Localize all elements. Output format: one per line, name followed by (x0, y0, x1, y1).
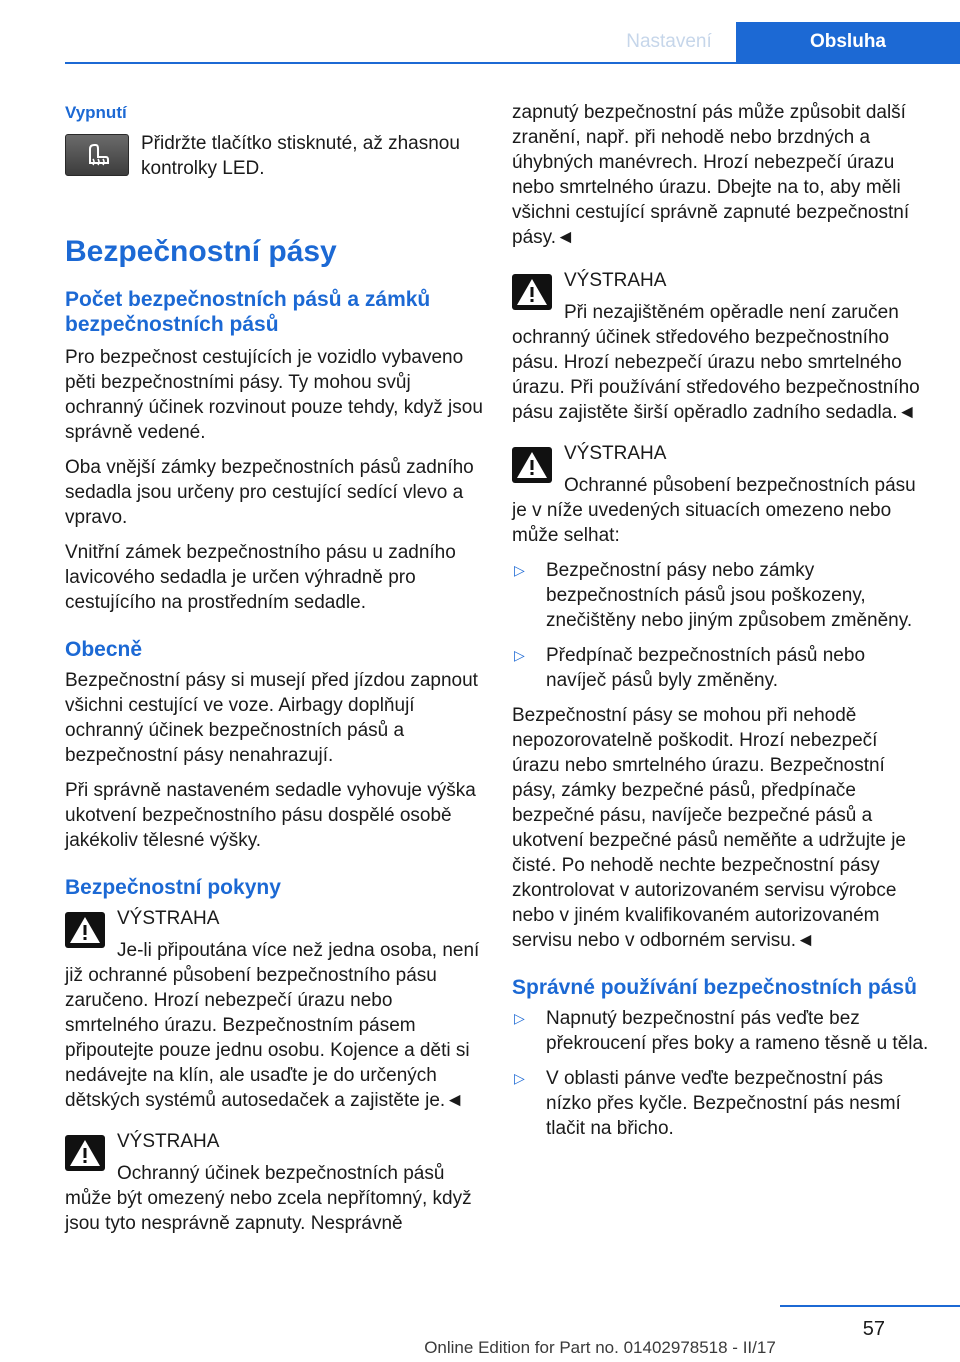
vypnuti-label: Vypnutí (65, 103, 127, 122)
warning-title: VÝSTRAHA (564, 270, 667, 291)
left-column (65, 100, 483, 1246)
seat-heating-button-icon (65, 134, 129, 176)
warning-block (512, 268, 930, 425)
paragraph: Pro bezpečnost cestujících je vozidlo vybaveno pěti bezpečnostními pásy. Ty mohou svůj ochranný účinek rozvinout pouze tehdy, když jsou správně vedené. (65, 347, 483, 443)
header-nav (602, 22, 960, 62)
warning-triangle-icon (65, 1135, 105, 1171)
warning-body: Při nezajištěném opěradle není zaručen ochranný účinek středového bezpečnostního pásu. Hrozí nebezpečí úrazu nebo smrtelného úrazu. Při používání středového bezpečnostního pásu zajistěte širší opěradlo zadního sedadla.◄ (512, 302, 920, 423)
warning-title: VÝSTRAHA (117, 908, 220, 929)
footer-rule (780, 1305, 960, 1307)
heading-spravne: Správné používání bezpečnostních pásů (512, 976, 917, 999)
warning-triangle-icon (65, 912, 105, 948)
right-column (512, 100, 930, 1151)
paragraph: zapnutý bezpečnostní pás může způsobit další zranění, např. při nehodě nebo brzdných a úhybných manévrech. Hrozí nebezpečí úrazu nebo smrtelného úrazu. Dbejte na to, aby měli všichni cestující správně zapnuté bezpečnostní pásy.◄ (512, 102, 910, 248)
list-item (512, 1066, 930, 1141)
list-item (512, 643, 930, 693)
paragraph: Bezpečnostní pásy se mohou při nehodě nepozorovatelně poškodit. Hrozí nebezpečí úrazu nebo smrtelného úrazu. Bezpečnostní pásy, zámky bezpečné pásů, předpínače bezpečné pásu, navíječe bezpečné pásů a ukotvení bezpečné pásů neměňte a udržujte je čisté. Po nehodě nechte bezpečnostní pásy zkontrolovat v autorizovaném servisu výrobce nebo v jiném kvalifikovaném autorizovaném servisu nebo v odborném servisu.◄ (512, 705, 906, 951)
warning-title: VÝSTRAHA (564, 443, 667, 464)
warning-block (512, 441, 930, 548)
subsection-title: Počet bezpečnostních pásů a zámků bezpečnostních pásů (65, 288, 431, 336)
page-number: 57 (862, 1318, 885, 1340)
header-rule (65, 62, 960, 64)
list-item-text: Bezpečnostní pásy nebo zámky bezpečnostních pásů jsou poškozeny, znečištěny nebo jiným způsobem změněny. (546, 560, 913, 631)
heading-pokyny: Bezpečnostní pokyny (65, 876, 281, 899)
warning-body: Ochranný účinek bezpečnostních pásů může být omezený nebo zcela nepřítomný, když jsou tyto nesprávně zapnuty. Nesprávně (65, 1163, 472, 1234)
list-item-text: Napnutý bezpečnostní pás veďte bez překroucení přes boky a rameno těsně u těla. (546, 1008, 929, 1054)
paragraph: Při správně nastaveném sedadle vyhovuje výška ukotvení bezpečnostního pásu dospělé osobě jakékoliv tělesné výšky. (65, 780, 476, 851)
warning-triangle-icon (512, 447, 552, 483)
list-item-text: V oblasti pánve veďte bezpečnostní pás nízko přes kyčle. Bezpečnostní pás nesmí tlačit na břicho. (546, 1068, 901, 1139)
paragraph: Oba vnější zámky bezpečnostních pásů zadního sedadla jsou určeny pro cestující sedící vlevo a vpravo. (65, 457, 474, 528)
paragraph: Vnitřní zámek bezpečnostního pásu u zadního lavicového sedadla je určen výhradně pro cestujícího na prostředním sedadle. (65, 542, 456, 613)
vypnuti-row (65, 131, 483, 181)
bullet-triangle-icon: ▷ (514, 1070, 525, 1086)
bullet-list (512, 558, 930, 693)
bullet-triangle-icon: ▷ (514, 647, 525, 663)
tab-nastaveni[interactable]: Nastavení (626, 31, 712, 52)
heading-obecne: Obecně (65, 638, 143, 661)
edition-text: Online Edition for Part no. 01402978518 - II/17 (424, 1338, 776, 1357)
bullet-triangle-icon: ▷ (514, 1010, 525, 1026)
section-title: Bezpečnostní pásy (65, 235, 337, 268)
warning-title: VÝSTRAHA (117, 1131, 220, 1152)
bullet-list (512, 1006, 930, 1141)
list-item-text: Předpínač bezpečnostních pásů nebo navíječ pásů byly změněny. (546, 645, 866, 691)
tab-obsluha[interactable]: Obsluha (736, 22, 960, 62)
list-item (512, 1006, 930, 1056)
warning-block (65, 1129, 483, 1236)
list-item (512, 558, 930, 633)
vypnuti-text: Přidržte tlačítko stisknuté, až zhasnou kontrolky LED. (141, 133, 460, 179)
warning-body: Je-li připoutána více než jedna osoba, není již ochranné působení bezpečnostního pásu zaručeno. Hrozí nebezpečí úrazu nebo smrtelného úrazu. Bezpečnostním pásem připoutejte pouze jednu osobu. Kojence a děti si nedávejte na klín, ale usaďte je do určených dětských systémů autosedaček a zajistěte je.◄ (65, 940, 480, 1111)
warning-body: Ochranné působení bezpečnostních pásu je v níže uvedených situacích omezeno nebo může selhat: (512, 475, 916, 546)
warning-block (65, 906, 483, 1113)
paragraph: Bezpečnostní pásy si musejí před jízdou zapnout všichni cestující ve voze. Airbagy doplňují ochranný účinek bezpečnostních pásů a bezpečnostní pásy nenahrazují. (65, 670, 478, 766)
warning-triangle-icon (512, 274, 552, 310)
bullet-triangle-icon: ▷ (514, 562, 525, 578)
